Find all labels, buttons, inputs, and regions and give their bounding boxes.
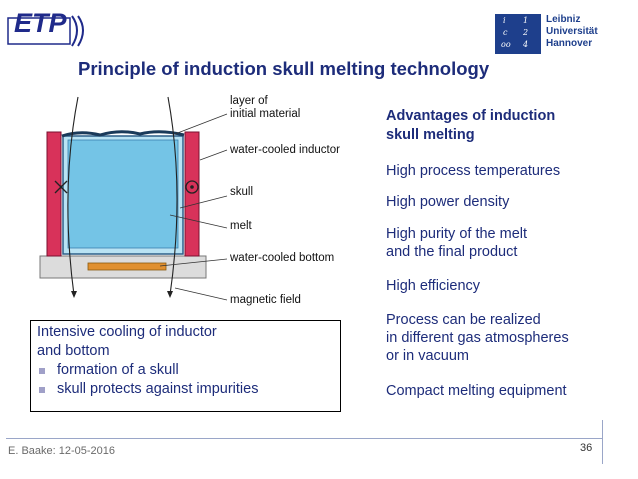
field-arrow-left — [71, 291, 77, 298]
footer-author: E. Baake: 12-05-2016 — [8, 445, 116, 457]
callout-bullet — [37, 361, 334, 380]
advantage-item — [386, 382, 567, 400]
leader-field — [175, 288, 227, 300]
water-cooled-bottom — [88, 263, 166, 270]
etp-logo-text: ETP — [14, 8, 67, 38]
label-layer-line: layer of — [230, 95, 268, 107]
advantages-heading — [386, 107, 555, 145]
advantages-heading-line: Advantages of induction — [386, 108, 556, 124]
callout-bullet-text: skull protects against impurities — [57, 381, 259, 397]
advantage-item — [386, 225, 527, 261]
label-field: magnetic field — [230, 294, 301, 306]
advantage-line: Compact melting equipment — [386, 383, 567, 399]
advantage-line: in different gas atmospheres — [386, 330, 569, 346]
label-layer-line: initial material — [230, 108, 301, 120]
label-bottom: water-cooled bottom — [230, 252, 335, 264]
advantage-line: and the final product — [386, 244, 518, 260]
advantages-heading-line: skull melting — [386, 127, 475, 143]
label-skull: skull — [230, 186, 254, 198]
label-inductor: water-cooled inductor — [230, 144, 340, 156]
advantage-item — [386, 311, 569, 365]
advantage-line: or in vacuum — [386, 348, 470, 364]
university-name-line: Leibniz — [546, 14, 581, 25]
advantage-item — [386, 162, 560, 180]
advantage-line: High efficiency — [386, 278, 481, 294]
label-layer — [230, 95, 300, 121]
melt — [68, 140, 178, 248]
advantage-line: High process temperatures — [386, 163, 561, 179]
page-number: 36 — [580, 442, 593, 454]
field-arrow-right — [167, 291, 173, 298]
footer-divider-vertical — [602, 420, 603, 464]
mark-glyph: 4 — [523, 40, 529, 49]
inductor-left — [47, 132, 61, 256]
bullet-square-icon — [39, 387, 45, 393]
inductor-right — [185, 132, 199, 256]
label-melt: melt — [230, 220, 252, 232]
callout-line: Intensive cooling of inductor — [37, 324, 217, 340]
advantage-line: High purity of the melt — [386, 226, 528, 242]
advantage-line: High power density — [386, 194, 510, 210]
advantage-item — [386, 277, 480, 295]
mark-glyph: 2 — [523, 28, 529, 37]
leader-inductor — [200, 150, 227, 160]
university-name-line: Hannover — [546, 38, 593, 49]
footer-divider — [6, 438, 602, 439]
callout-bullet-text: formation of a skull — [57, 362, 179, 378]
advantage-item — [386, 193, 509, 211]
mark-glyph: c — [503, 28, 508, 37]
mark-glyph: i — [503, 16, 506, 25]
mark-glyph: 1 — [523, 16, 529, 25]
callout-line: and bottom — [37, 343, 110, 359]
bullet-square-icon — [39, 368, 45, 374]
mark-glyph: oo — [501, 40, 511, 49]
cooling-callout — [30, 320, 341, 412]
advantage-line: Process can be realized — [386, 312, 541, 328]
page-title: Principle of induction skull melting technology — [78, 58, 490, 79]
leader-layer — [175, 114, 227, 134]
university-name-line: Universität — [546, 26, 598, 37]
callout-bullet — [37, 380, 334, 399]
